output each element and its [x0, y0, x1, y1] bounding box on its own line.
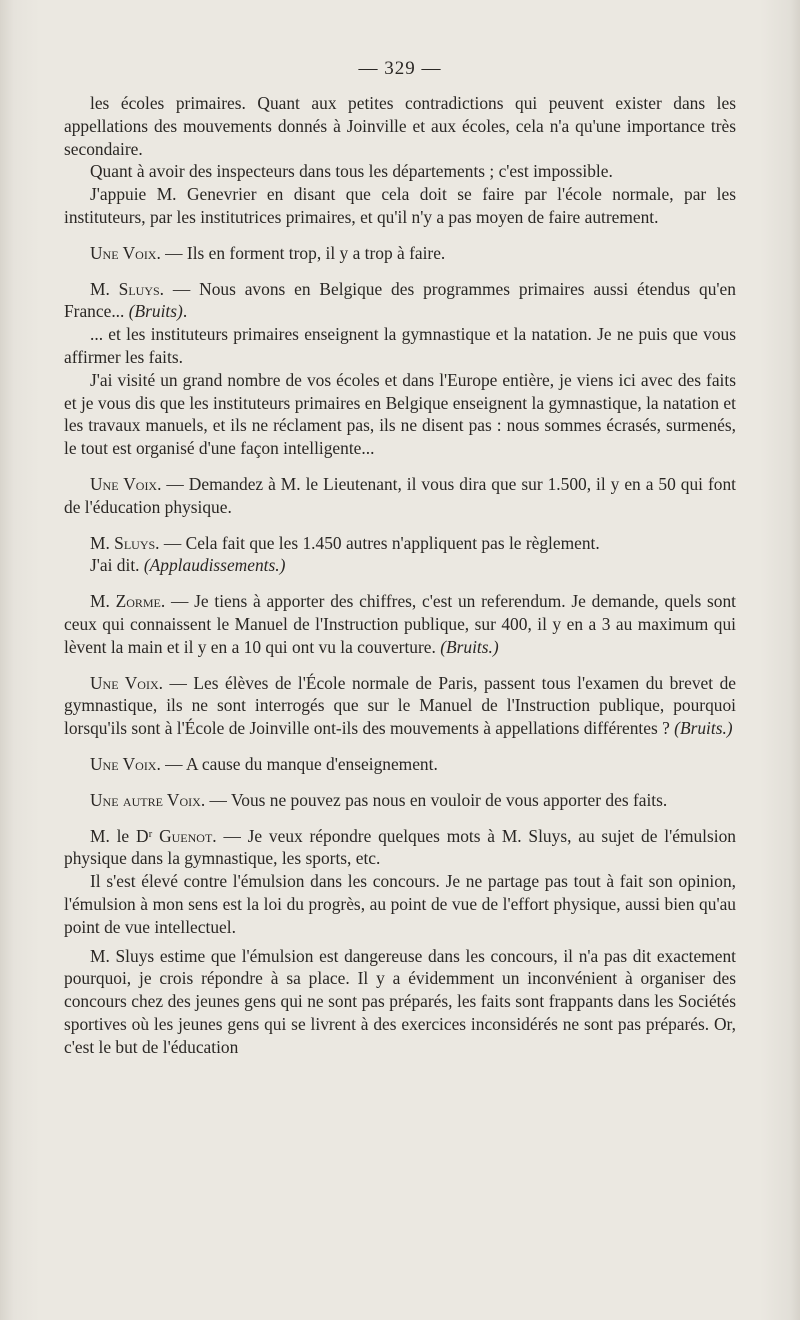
- speaker: Une Voix.: [90, 242, 161, 263]
- speech-paragraph: M. Zorme. — Je tiens à apporter des chiffres, c'est un referendum. Je demande, quels sont ceux qui connaissent le Manuel de l'Instruction publique, sur 400, il y en a 3 au maximum qui lèvent la main et il y en a 10 qui ont vu la couverture. (Bruits.): [64, 591, 736, 657]
- paragraph: J'appuie M. Genevrier en disant que cela doit se faire par l'école normale, par les instituteurs, par les institutrices primaires, et qu'il n'y a pas moyen de faire autrement.: [64, 184, 736, 227]
- speaker: Une Voix.: [90, 672, 163, 693]
- speech-paragraph: M. le Dʳ Guenot. — Je veux répondre quelques mots à M. Sluys, au sujet de l'émulsion physique dans la gymnastique, les sports, etc.: [64, 825, 736, 869]
- stage-direction: (Bruits): [128, 301, 183, 322]
- speech-paragraph: Une Voix. — Demandez à M. le Lieutenant, il vous dira que sur 1.500, il y en a 50 qui font de l'éducation physique.: [64, 473, 736, 517]
- speech-paragraph: Une autre Voix. — Vous ne pouvez pas nous en vouloir de vous apporter des faits.: [90, 789, 668, 810]
- speaker: Zorme.: [115, 591, 166, 612]
- paragraph: J'ai visité un grand nombre de vos écoles et dans l'Europe entière, je viens ici avec des faits et je vous dis que les instituteurs primaires en Belgique enseignent la gymnastique, la natation et les travaux manuels, et ils ne réclament pas, ils ne disent pas : nous sommes écrasés, surmenés, le tout est organisé d'une façon intelligente...: [64, 369, 736, 459]
- paragraph: J'ai dit. (Applaudissements.): [90, 555, 286, 576]
- speaker: Une autre Voix.: [90, 789, 206, 810]
- stage-direction: (Bruits.): [440, 636, 499, 657]
- speaker: Sluys.: [114, 532, 160, 553]
- speaker: Sluys.: [118, 278, 165, 299]
- speech-paragraph: Une Voix. — Ils en forment trop, il y a trop à faire.: [90, 242, 446, 263]
- paragraph: ... et les instituteurs primaires enseignent la gymnastique et la natation. Je ne puis que vous affirmer les faits.: [64, 324, 736, 367]
- page-number: — 329 —: [358, 58, 442, 79]
- paragraph: Il s'est élevé contre l'émulsion dans les concours. Je ne partage pas tout à fait son opinion, l'émulsion à mon sens est la loi du progrès, au point de vue de l'effort physique, aussi bien qu'au point de vue intellectuel.: [64, 871, 736, 937]
- stage-direction: (Applaudissements.): [143, 555, 286, 576]
- paragraph: Quant à avoir des inspecteurs dans tous les départements ; c'est impossible.: [90, 161, 613, 182]
- speech-paragraph: Une Voix. — A cause du manque d'enseignement.: [90, 753, 438, 774]
- speaker: Une Voix.: [90, 473, 162, 494]
- stage-direction: (Bruits.): [674, 718, 733, 739]
- speaker: Guenot.: [159, 825, 217, 846]
- speech-paragraph: M. Sluys. — Cela fait que les 1.450 autres n'appliquent pas le règlement.: [90, 532, 600, 553]
- speech-paragraph: Une Voix. — Les élèves de l'École normale de Paris, passent tous l'examen du brevet de gymnastique, ils ne sont interrogés que sur le Manuel de l'Instruction publique, pourquoi lorsqu'ils sont à l'École de Joinville ont-ils des mouvements à appellations différentes ? (Bruits.): [64, 672, 736, 739]
- page-body: [64, 92, 736, 1058]
- paragraph: M. Sluys estime que l'émulsion est dangereuse dans les concours, il n'a pas dit exactement pourquoi, je crois répondre à sa place. Il y a évidemment un inconvénient à organiser des concours chez des jeunes gens qui ne sont pas préparés, les faits sont frappants dans les Sociétés sportives où les jeunes gens qui se livrent à des exercices inconsidérés ne sont pas préparés. Or, c'est le but de l'éducation: [64, 945, 736, 1057]
- paragraph: les écoles primaires. Quant aux petites contradictions qui peuvent exister dans les appellations des mouvements donnés à Joinville et aux écoles, cela n'a qu'une importance très secondaire.: [64, 93, 736, 159]
- speech-paragraph: M. Sluys. — Nous avons en Belgique des programmes primaires aussi étendus qu'en France... (Bruits).: [64, 278, 736, 322]
- speaker: Une Voix.: [90, 753, 161, 774]
